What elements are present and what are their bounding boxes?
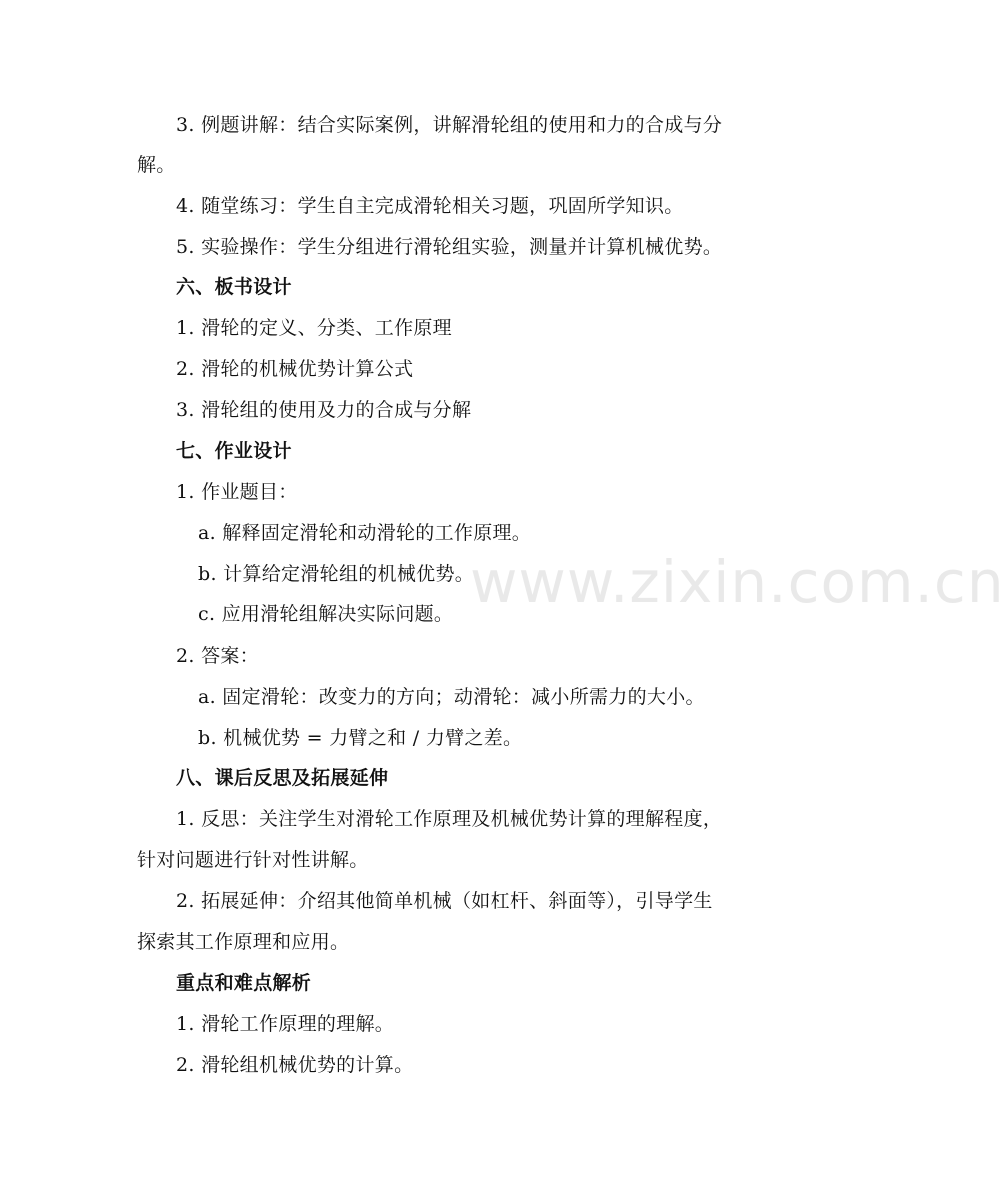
homework-answer-b: b. 机械优势 = 力臂之和 / 力臂之差。 (198, 727, 523, 749)
board-item-1: 1. 滑轮的定义、分类、工作原理 (176, 317, 452, 339)
extension-item-line2: 探索其工作原理和应用。 (137, 931, 350, 953)
homework-question-c: c. 应用滑轮组解决实际问题。 (198, 603, 454, 625)
step-5-experiment: 5. 实验操作：学生分组进行滑轮组实验，测量并计算机械优势。 (176, 236, 723, 258)
homework-question-a: a. 解释固定滑轮和动滑轮的工作原理。 (198, 522, 532, 544)
section-heading-board-design: 六、板书设计 (176, 276, 292, 298)
key-point-1: 1. 滑轮工作原理的理解。 (176, 1013, 395, 1035)
key-point-2: 2. 滑轮组机械优势的计算。 (176, 1054, 414, 1076)
board-item-3: 3. 滑轮组的使用及力的合成与分解 (176, 399, 472, 421)
section-heading-key-points: 重点和难点解析 (176, 972, 312, 994)
section-heading-reflection: 八、课后反思及拓展延伸 (176, 767, 389, 789)
step-3-example-line2: 解。 (137, 154, 176, 176)
extension-item-line1: 2. 拓展延伸：介绍其他简单机械（如杠杆、斜面等），引导学生 (176, 890, 713, 912)
step-4-practice: 4. 随堂练习：学生自主完成滑轮相关习题，巩固所学知识。 (176, 195, 684, 217)
homework-answer-a: a. 固定滑轮：改变力的方向；动滑轮：减小所需力的大小。 (198, 686, 705, 708)
reflection-item-line2: 针对问题进行针对性讲解。 (137, 849, 369, 871)
reflection-item-line1: 1. 反思：关注学生对滑轮工作原理及机械优势计算的理解程度， (176, 808, 723, 830)
section-heading-homework: 七、作业设计 (176, 440, 292, 462)
homework-item-answers: 2. 答案： (176, 645, 259, 667)
step-3-example-line1: 3. 例题讲解：结合实际案例，讲解滑轮组的使用和力的合成与分 (176, 114, 723, 136)
homework-question-b: b. 计算给定滑轮组的机械优势。 (198, 563, 475, 585)
watermark-text: www.zixin.com.cn (470, 548, 1005, 616)
homework-item-questions: 1. 作业题目： (176, 481, 298, 503)
board-item-2: 2. 滑轮的机械优势计算公式 (176, 358, 414, 380)
